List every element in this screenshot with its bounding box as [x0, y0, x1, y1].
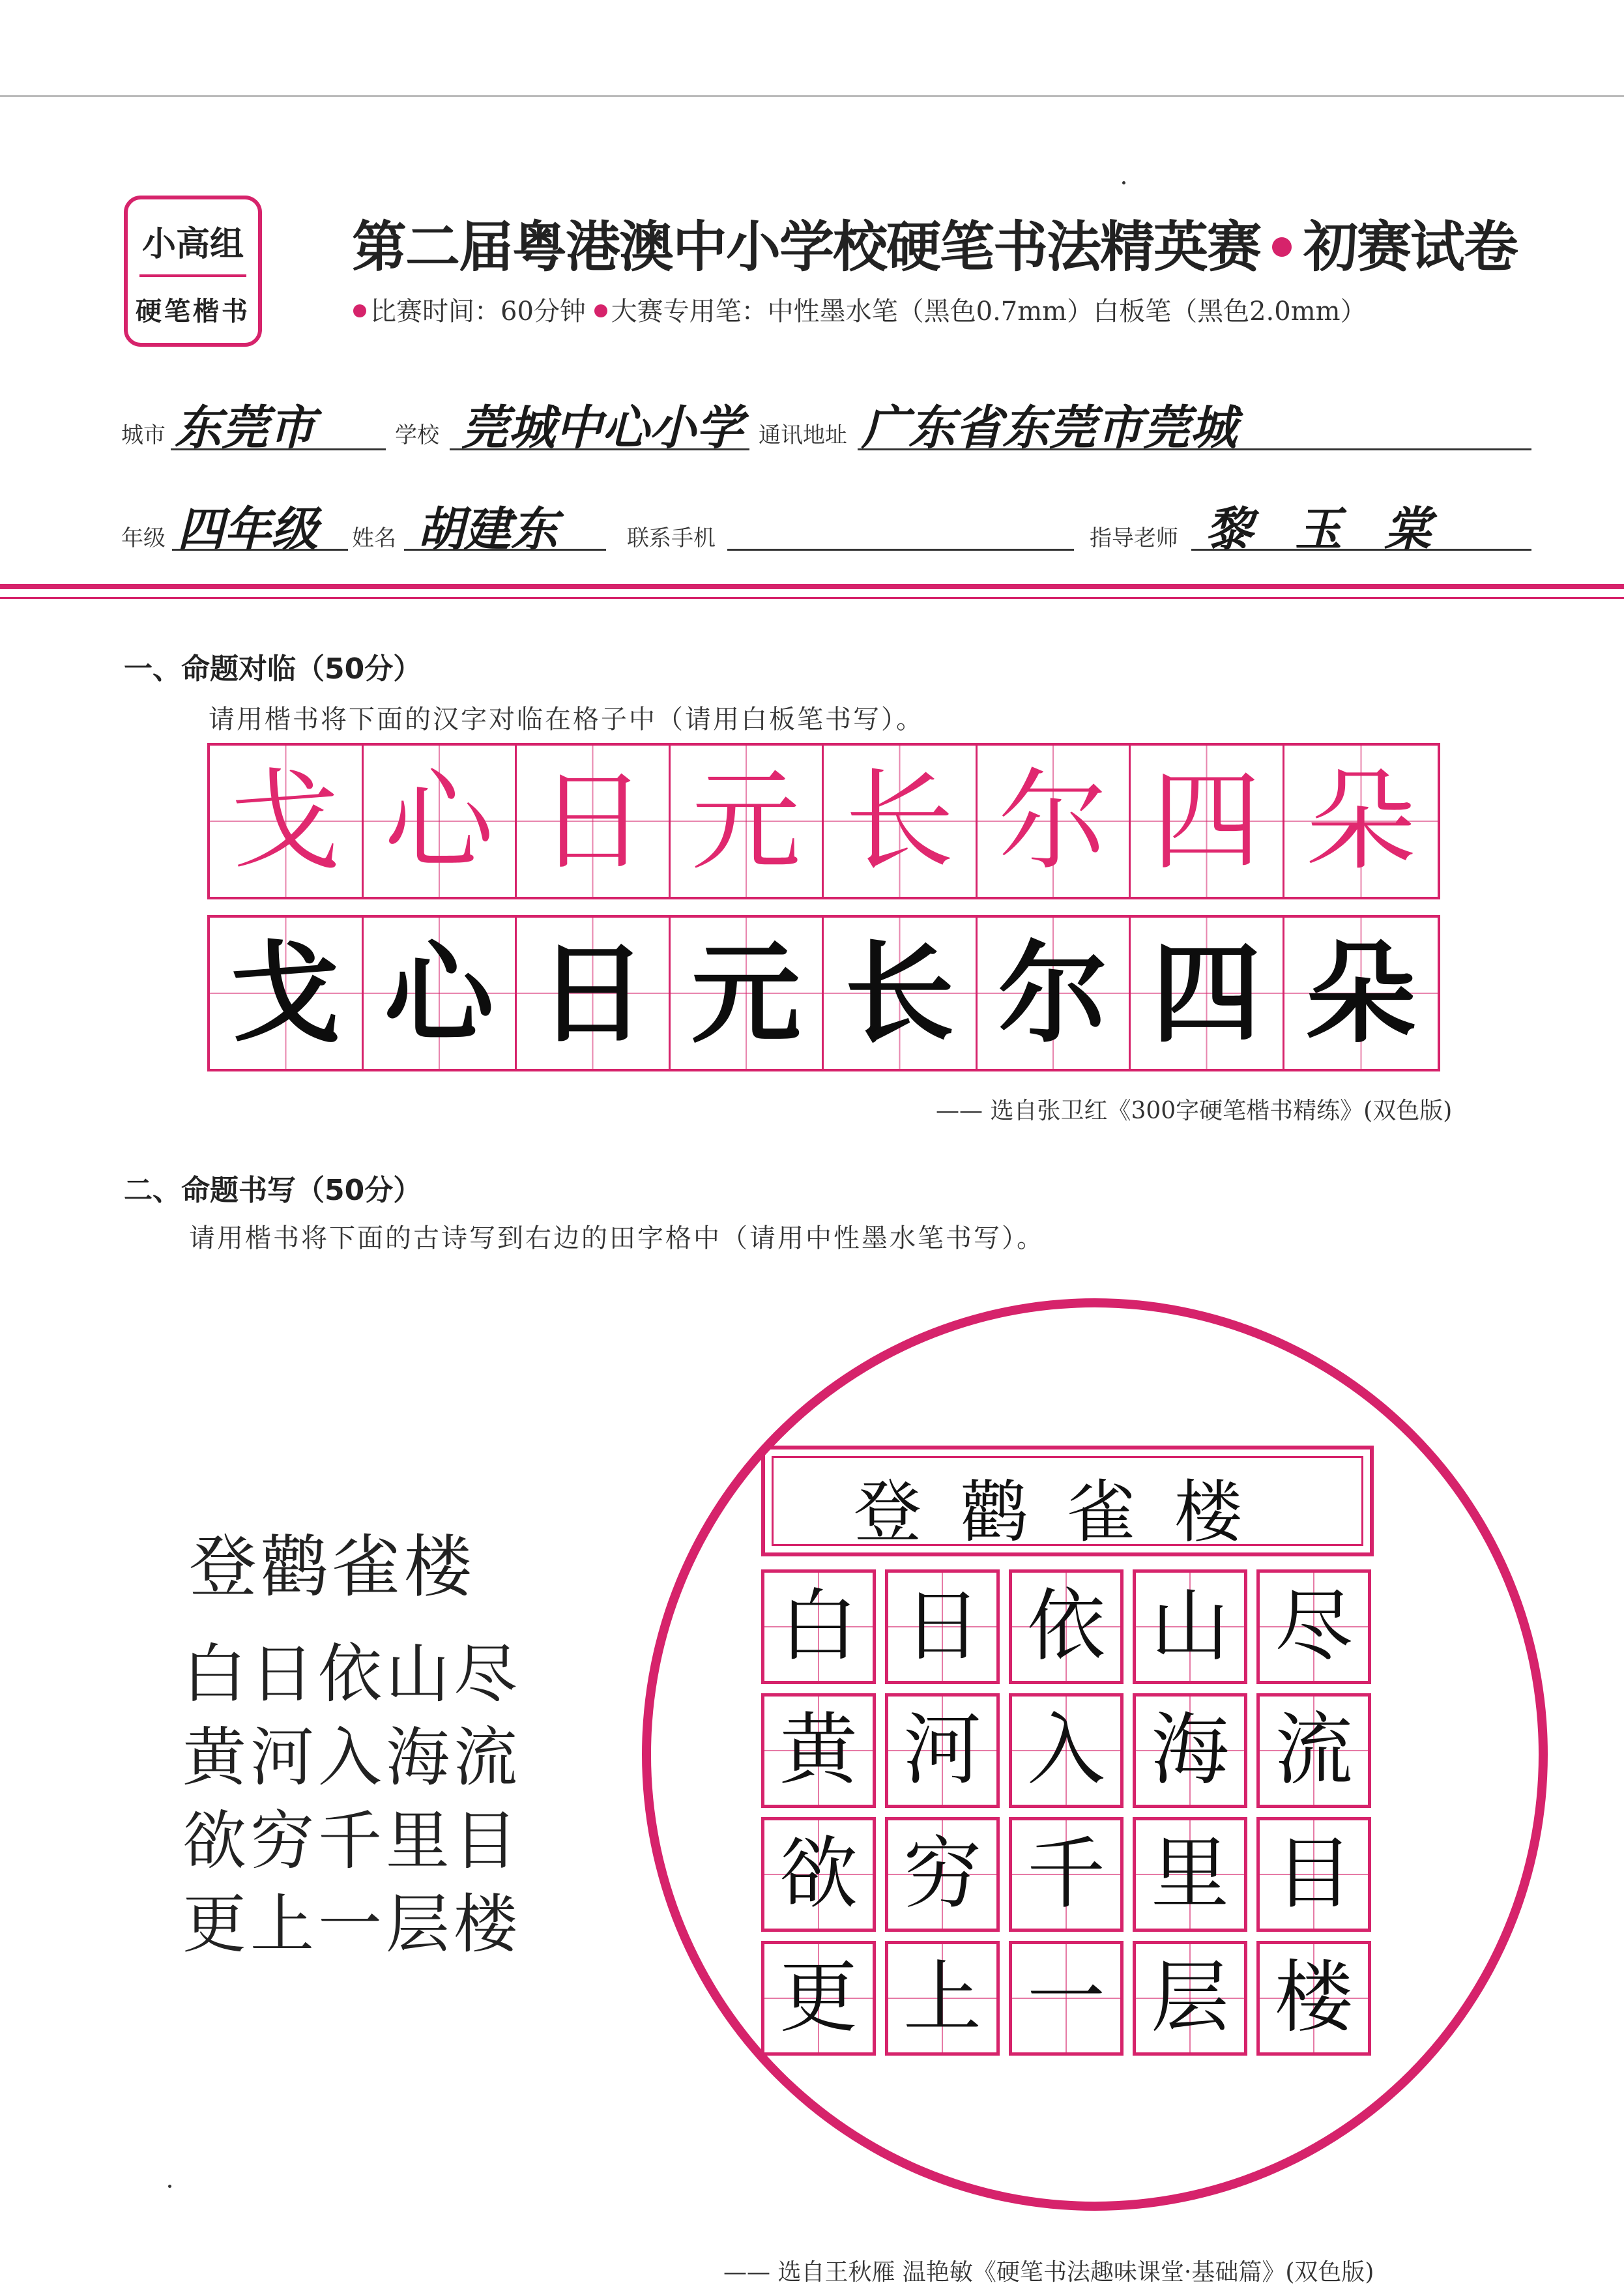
answer-cell[interactable]	[885, 1941, 1000, 2056]
model-char: 尔	[998, 757, 1108, 885]
grade-label: 年级	[121, 525, 166, 551]
badge-group-label: 小高组	[141, 225, 244, 264]
copy-char: 元	[691, 929, 801, 1058]
section2-heading: 二、命题书写（50分）	[124, 1174, 422, 1207]
answer-cell[interactable]	[1256, 1941, 1371, 2056]
title-dot-icon	[1272, 237, 1292, 257]
group-badge	[124, 196, 262, 347]
poem-line: 欲穷千里目	[182, 1804, 522, 1878]
answer-char: 依	[1027, 1581, 1105, 1672]
address-label: 通讯地址	[759, 422, 847, 448]
copy-cell[interactable]	[978, 918, 1131, 1069]
exam-time: 比赛时间：60分钟	[370, 297, 586, 327]
copy-cell[interactable]	[671, 918, 824, 1069]
copy-cell[interactable]	[1131, 918, 1284, 1069]
name-value[interactable]: 胡建东	[417, 501, 558, 557]
answer-cell[interactable]	[1256, 1693, 1371, 1808]
model-char: 长	[845, 757, 955, 885]
copy-cell[interactable]	[210, 918, 364, 1069]
answer-char: 白	[779, 1581, 858, 1672]
answer-title: 登鹳雀楼	[853, 1472, 1281, 1552]
answer-char: 更	[779, 1953, 858, 2043]
model-cell	[824, 746, 978, 897]
answer-char: 楼	[1275, 1953, 1353, 2043]
scan-top-edge	[0, 95, 1624, 97]
answer-char: 穷	[903, 1829, 981, 1919]
answer-char: 流	[1275, 1705, 1353, 1796]
phone-line	[727, 549, 1074, 551]
copy-char: 尔	[998, 929, 1108, 1058]
title-tail: 初赛试卷	[1303, 215, 1518, 279]
grade-value[interactable]: 四年级	[177, 501, 319, 557]
copy-char: 朵	[1306, 929, 1416, 1058]
phone-label: 联系手机	[627, 525, 716, 551]
section1-instruction: 请用楷书将下面的汉字对临在格子中（请用白板笔书写）。	[209, 705, 924, 735]
copy-char: 心	[384, 929, 494, 1058]
model-cell	[210, 746, 364, 897]
copy-char-row[interactable]	[207, 915, 1440, 1071]
answer-cell[interactable]	[761, 1693, 876, 1808]
model-char: 日	[538, 757, 648, 885]
answer-char: 山	[1151, 1581, 1229, 1672]
name-label: 姓名	[352, 525, 396, 551]
answer-cell[interactable]	[885, 1693, 1000, 1808]
copy-cell[interactable]	[824, 918, 978, 1069]
model-char: 戈	[231, 757, 341, 885]
copy-char: 戈	[231, 929, 341, 1058]
answer-cell[interactable]	[761, 1941, 876, 2056]
header-rule-thick	[0, 584, 1624, 589]
answer-char: 目	[1275, 1829, 1353, 1919]
section1-heading: 一、命题对临（50分）	[124, 652, 422, 686]
model-cell	[364, 746, 517, 897]
model-char: 心	[384, 757, 494, 885]
answer-char: 上	[903, 1953, 981, 2043]
exam-pen: 大赛专用笔：中性墨水笔（黑色0.7mm）白板笔（黑色2.0mm）	[611, 297, 1367, 327]
answer-title-box[interactable]	[761, 1446, 1374, 1556]
answer-cell[interactable]	[1009, 1693, 1124, 1808]
model-cell	[978, 746, 1131, 897]
section2-source: —— 选自王秋雁 温艳敏《硬笔书法趣味课堂·基础篇》(双色版)	[723, 2259, 1374, 2286]
model-char: 朵	[1306, 757, 1416, 885]
poem-line: 黄河入海流	[182, 1721, 522, 1795]
scan-speck	[168, 2185, 171, 2188]
badge-divider	[139, 274, 246, 277]
exam-info	[353, 291, 1367, 328]
answer-cell[interactable]	[1256, 1569, 1371, 1684]
model-char-row	[207, 743, 1440, 899]
answer-char: 层	[1151, 1953, 1229, 2043]
answer-cell[interactable]	[761, 1569, 876, 1684]
scan-speck	[1122, 181, 1125, 184]
answer-char: 欲	[779, 1829, 858, 1919]
copy-cell[interactable]	[517, 918, 671, 1069]
copy-cell[interactable]	[364, 918, 517, 1069]
teacher-label: 指导老师	[1090, 525, 1178, 551]
teacher-value[interactable]: 黎 玉 棠	[1206, 501, 1445, 557]
model-char: 四	[1152, 757, 1262, 885]
answer-cell[interactable]	[1009, 1817, 1124, 1932]
poem-line: 更上一层楼	[182, 1887, 522, 1962]
answer-char: 海	[1151, 1705, 1229, 1796]
answer-char: 黄	[779, 1705, 858, 1796]
school-label: 学校	[395, 422, 439, 448]
copy-char: 长	[845, 929, 955, 1058]
section2-instruction: 请用楷书将下面的古诗写到右边的田字格中（请用中性墨水笔书写）。	[189, 1223, 1045, 1253]
answer-cell[interactable]	[1133, 1817, 1247, 1932]
copy-cell[interactable]	[1284, 918, 1438, 1069]
model-cell	[671, 746, 824, 897]
answer-char: 里	[1151, 1829, 1229, 1919]
poem-title: 登鹳雀楼	[189, 1527, 476, 1607]
model-cell	[1131, 746, 1284, 897]
answer-cell[interactable]	[1133, 1941, 1247, 2056]
answer-char: 千	[1027, 1829, 1105, 1919]
city-value[interactable]: 东莞市	[175, 400, 316, 455]
answer-cell[interactable]	[1133, 1569, 1247, 1684]
page-title	[352, 203, 1517, 282]
school-value[interactable]: 莞城中心小学	[461, 400, 744, 455]
answer-cell[interactable]	[885, 1569, 1000, 1684]
answer-cell[interactable]	[1256, 1817, 1371, 1932]
model-char: 元	[691, 757, 801, 885]
section1-source: —— 选自张卫红《300字硬笔楷书精练》(双色版)	[936, 1098, 1453, 1124]
answer-cell[interactable]	[1009, 1941, 1124, 2056]
bullet-dot-icon	[353, 304, 366, 317]
answer-char: 一	[1027, 1953, 1105, 2043]
answer-char: 河	[903, 1705, 981, 1796]
title-main: 第二届粤港澳中小学校硬笔书法精英赛	[352, 215, 1261, 279]
address-value[interactable]: 广东省东莞市莞城	[862, 400, 1238, 455]
bullet-dot-icon	[594, 304, 607, 317]
answer-cell[interactable]	[761, 1817, 876, 1932]
copy-char: 四	[1152, 929, 1262, 1058]
badge-style-label: 硬笔楷书	[136, 296, 250, 327]
answer-char: 入	[1027, 1705, 1105, 1796]
model-cell	[1284, 746, 1438, 897]
poem-line: 白日依山尽	[182, 1637, 522, 1712]
model-cell	[517, 746, 671, 897]
answer-cell[interactable]	[885, 1817, 1000, 1932]
city-label: 城市	[121, 422, 166, 448]
answer-cell[interactable]	[1133, 1693, 1247, 1808]
header-rule-thin	[0, 597, 1624, 599]
answer-char: 日	[903, 1581, 981, 1672]
answer-char: 尽	[1275, 1581, 1353, 1672]
answer-cell[interactable]	[1009, 1569, 1124, 1684]
copy-char: 日	[538, 929, 648, 1058]
